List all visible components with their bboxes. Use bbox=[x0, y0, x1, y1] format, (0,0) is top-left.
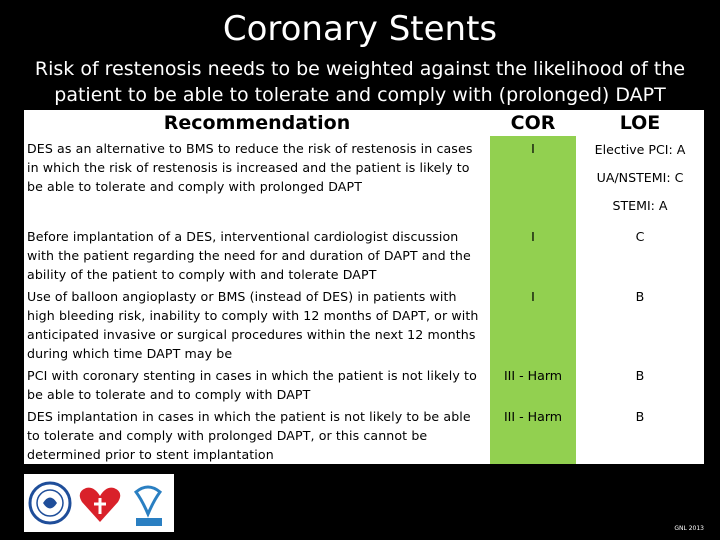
loe-value: STEMI: A bbox=[612, 198, 668, 213]
cor-cell: I bbox=[490, 136, 576, 224]
cor-cell: III - Harm bbox=[490, 363, 576, 404]
loe-cell: B bbox=[576, 404, 704, 464]
recommendation-cell: DES as an alternative to BMS to reduce the risk of restenosis in cases in which the risk of restenosis is increased and the patient is likely to be able to tolerate and comply with prolonged DAPT bbox=[24, 136, 490, 224]
header-cor: COR bbox=[490, 110, 576, 136]
society-seal-icon bbox=[30, 483, 70, 523]
header-recommendation: Recommendation bbox=[24, 110, 490, 136]
recommendation-cell: PCI with coronary stenting in cases in which the patient is not likely to be able to tolerate and to comply with DAPT bbox=[24, 363, 490, 404]
recommendation-cell: DES implantation in cases in which the patient is not likely to be able to tolerate and comply with prolonged DAPT, or this cannot be determined prior to stent implantation bbox=[24, 404, 490, 464]
scai-logo-icon bbox=[136, 487, 162, 526]
table-row bbox=[24, 136, 704, 224]
loe-cell: B bbox=[576, 363, 704, 404]
header-loe: LOE bbox=[576, 110, 704, 136]
recommendation-table bbox=[24, 110, 704, 464]
slide-title: Coronary Stents bbox=[222, 9, 498, 49]
table-row bbox=[24, 224, 704, 284]
loe-cell: B bbox=[576, 284, 704, 363]
heart-logo-icon bbox=[80, 488, 121, 522]
table-row bbox=[24, 363, 704, 404]
loe-cell: C bbox=[576, 224, 704, 284]
table-row bbox=[24, 284, 704, 363]
cor-cell: I bbox=[490, 224, 576, 284]
table-header-row bbox=[24, 110, 704, 136]
table-row bbox=[24, 404, 704, 464]
cor-cell: III - Harm bbox=[490, 404, 576, 464]
society-logos bbox=[24, 474, 174, 532]
recommendation-cell: Before implantation of a DES, interventional cardiologist discussion with the patient regarding the need for and duration of DAPT and the ability of the patient to comply with and tolerate DAPT bbox=[24, 224, 490, 284]
slide-subtitle: Risk of restenosis needs to be weighted against the likelihood of the patient to be able to tolerate and comply with (prolonged) DAPT bbox=[34, 58, 686, 106]
recommendation-cell: Use of balloon angioplasty or BMS (instead of DES) in patients with high bleeding risk, inability to comply with 12 months of DAPT, or with anticipated invasive or surgical procedures within the next 12 months during which time DAPT may be bbox=[24, 284, 490, 363]
loe-cell bbox=[576, 136, 704, 224]
loe-value: Elective PCI: A bbox=[594, 142, 686, 157]
loe-value: UA/NSTEMI: C bbox=[596, 170, 684, 185]
cor-cell: I bbox=[490, 284, 576, 363]
footnote: GNL 2013 bbox=[674, 525, 704, 532]
